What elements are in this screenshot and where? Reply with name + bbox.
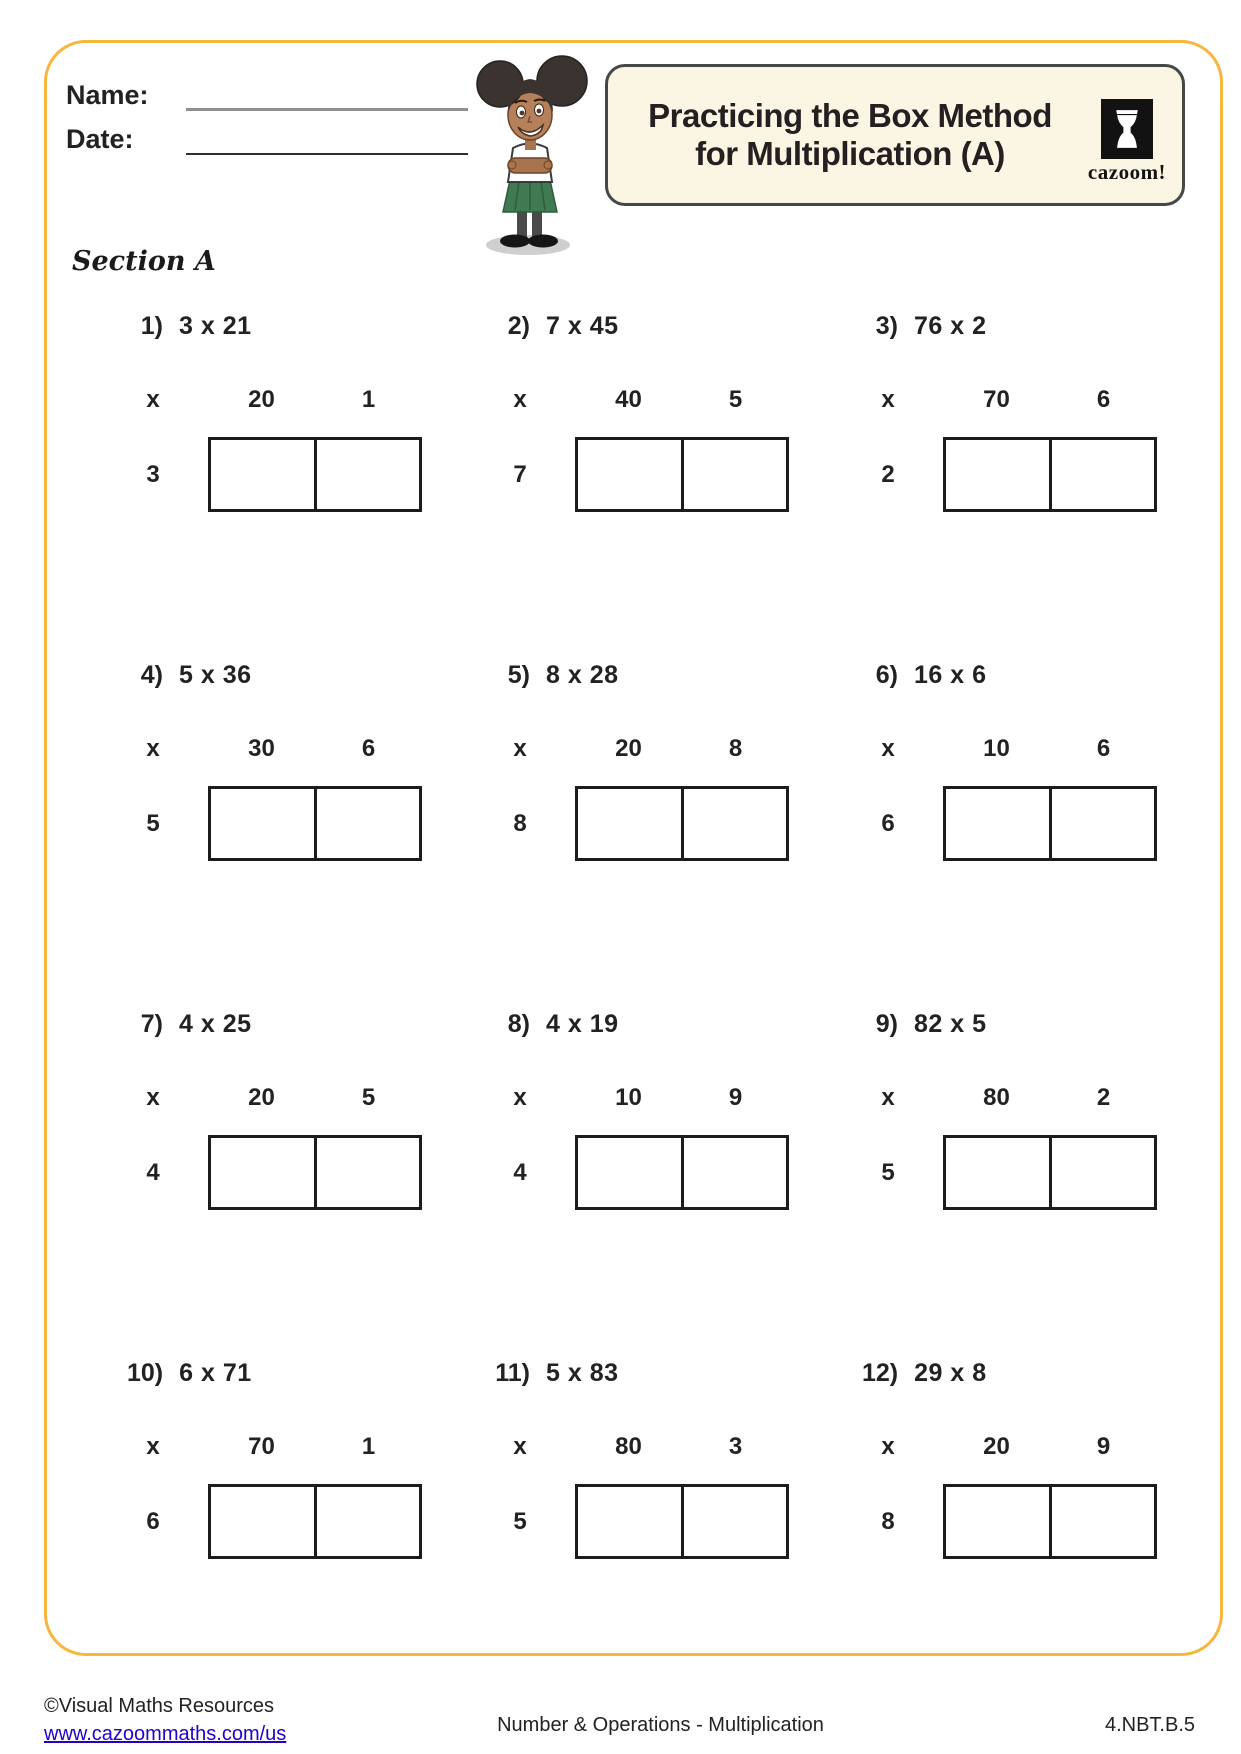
problem-expression: 3 x 21 xyxy=(179,312,252,340)
worksheet-title-box xyxy=(605,64,1185,206)
problem-block xyxy=(494,1359,834,1564)
problem-number: 5) xyxy=(507,661,530,689)
row-multiplier: 6 xyxy=(881,810,895,837)
problem-label xyxy=(127,1359,252,1388)
column-header-tens: 20 xyxy=(248,386,275,413)
website-link[interactable]: www.cazoommaths.com/us xyxy=(44,1723,287,1745)
problem-number: 3) xyxy=(875,312,898,340)
answer-cell[interactable] xyxy=(684,440,787,509)
answer-cell[interactable] xyxy=(946,1138,1052,1207)
problem-label xyxy=(494,1010,619,1039)
row-multiplier: 4 xyxy=(146,1159,160,1186)
answer-cell[interactable] xyxy=(684,789,787,858)
problem-block xyxy=(494,1010,834,1215)
column-header-ones: 3 xyxy=(728,1433,743,1460)
box-method-grid xyxy=(943,786,1157,861)
standard-code: 4.NBT.B.5 xyxy=(1104,1714,1195,1736)
logo-square xyxy=(1101,99,1153,159)
column-header-ones: 6 xyxy=(361,735,376,762)
problem-number: 11) xyxy=(495,1359,530,1387)
problem-number: 4) xyxy=(140,661,163,689)
problem-expression: 6 x 71 xyxy=(179,1359,252,1387)
date-label: Date: xyxy=(66,124,134,154)
box-method-grid xyxy=(575,1135,789,1210)
problem-expression: 5 x 83 xyxy=(546,1359,619,1387)
problem-block xyxy=(862,1010,1202,1215)
row-multiplier: 8 xyxy=(513,810,527,837)
answer-cell[interactable] xyxy=(578,789,684,858)
problem-block xyxy=(494,661,834,866)
cazoom-logo xyxy=(1084,99,1170,185)
problem-expression: 7 x 45 xyxy=(546,312,619,340)
multiply-symbol: x xyxy=(513,1084,527,1111)
problem-block xyxy=(862,312,1202,517)
box-method-grid xyxy=(208,1484,422,1559)
answer-cell[interactable] xyxy=(1052,1138,1155,1207)
multiply-symbol: x xyxy=(146,1433,160,1460)
problem-label xyxy=(862,1010,987,1039)
answer-cell[interactable] xyxy=(317,1138,420,1207)
problem-expression: 4 x 19 xyxy=(546,1010,619,1038)
answer-cell[interactable] xyxy=(578,1138,684,1207)
multiply-symbol: x xyxy=(513,1433,527,1460)
problem-label xyxy=(862,661,987,690)
box-method-grid xyxy=(575,1484,789,1559)
box-method-grid xyxy=(943,1484,1157,1559)
answer-cell[interactable] xyxy=(211,1138,317,1207)
answer-cell[interactable] xyxy=(211,789,317,858)
answer-cell[interactable] xyxy=(317,440,420,509)
section-heading: Section A xyxy=(72,246,216,277)
multiply-symbol: x xyxy=(146,735,160,762)
problem-label xyxy=(127,1010,252,1039)
name-field-row xyxy=(66,78,468,111)
name-input-line[interactable] xyxy=(186,78,468,111)
box-method-grid xyxy=(208,1135,422,1210)
date-input-line[interactable] xyxy=(186,123,468,155)
problem-expression: 4 x 25 xyxy=(179,1010,252,1038)
row-multiplier: 4 xyxy=(513,1159,527,1186)
title-line-1: Practicing the Box Method xyxy=(648,96,1052,134)
answer-cell[interactable] xyxy=(211,1487,317,1556)
row-multiplier: 8 xyxy=(881,1508,895,1535)
problem-label xyxy=(862,1359,987,1388)
problem-number: 8) xyxy=(507,1010,530,1038)
column-header-ones: 1 xyxy=(361,1433,376,1460)
column-header-tens: 80 xyxy=(983,1084,1010,1111)
problem-label xyxy=(494,312,619,341)
problem-number: 9) xyxy=(875,1010,898,1038)
column-header-ones: 5 xyxy=(361,1084,376,1111)
problem-block xyxy=(862,661,1202,866)
multiply-symbol: x xyxy=(881,735,895,762)
column-header-tens: 70 xyxy=(983,386,1010,413)
multiply-symbol: x xyxy=(881,386,895,413)
problem-number: 12) xyxy=(862,1359,899,1387)
footer-topic: Number & Operations - Multiplication xyxy=(497,1714,824,1736)
box-method-grid xyxy=(575,786,789,861)
column-header-ones: 5 xyxy=(728,386,743,413)
column-header-ones: 2 xyxy=(1096,1084,1111,1111)
student-character-illustration xyxy=(466,44,600,258)
problem-expression: 29 x 8 xyxy=(914,1359,987,1387)
problem-number: 6) xyxy=(875,661,898,689)
box-method-grid xyxy=(943,437,1157,512)
column-header-tens: 10 xyxy=(615,1084,642,1111)
answer-cell[interactable] xyxy=(1052,440,1155,509)
logo-wordmark: cazoom! xyxy=(1087,160,1167,184)
box-method-grid xyxy=(943,1135,1157,1210)
column-header-tens: 20 xyxy=(248,1084,275,1111)
box-method-grid xyxy=(575,437,789,512)
answer-cell[interactable] xyxy=(684,1487,787,1556)
row-multiplier: 5 xyxy=(146,810,160,837)
multiply-symbol: x xyxy=(513,735,527,762)
column-header-ones: 1 xyxy=(361,386,376,413)
answer-cell[interactable] xyxy=(578,1487,684,1556)
problem-label xyxy=(494,1359,619,1388)
answer-cell[interactable] xyxy=(684,1138,787,1207)
problem-label xyxy=(494,661,619,690)
answer-cell[interactable] xyxy=(211,440,317,509)
column-header-tens: 20 xyxy=(615,735,642,762)
column-header-tens: 40 xyxy=(615,386,642,413)
column-header-ones: 8 xyxy=(728,735,743,762)
problem-label xyxy=(127,661,252,690)
problem-expression: 5 x 36 xyxy=(179,661,252,689)
problem-block xyxy=(127,1010,467,1215)
problem-number: 2) xyxy=(507,312,530,340)
multiply-symbol: x xyxy=(881,1084,895,1111)
problem-expression: 8 x 28 xyxy=(546,661,619,689)
answer-cell[interactable] xyxy=(1052,789,1155,858)
column-header-tens: 80 xyxy=(615,1433,642,1460)
date-field-row xyxy=(66,123,468,155)
row-multiplier: 3 xyxy=(146,461,160,488)
name-label: Name: xyxy=(66,80,149,110)
row-multiplier: 7 xyxy=(513,461,527,488)
box-method-grid xyxy=(208,437,422,512)
problem-number: 7) xyxy=(140,1010,163,1038)
problem-expression: 82 x 5 xyxy=(914,1010,987,1038)
problem-block xyxy=(127,1359,467,1564)
column-header-tens: 10 xyxy=(983,735,1010,762)
column-header-ones: 6 xyxy=(1096,735,1111,762)
answer-cell[interactable] xyxy=(946,789,1052,858)
row-multiplier: 5 xyxy=(513,1508,527,1535)
multiply-symbol: x xyxy=(146,1084,160,1111)
problem-expression: 16 x 6 xyxy=(914,661,987,689)
problem-block xyxy=(127,661,467,866)
column-header-ones: 9 xyxy=(728,1084,743,1111)
problem-number: 10) xyxy=(127,1359,164,1387)
multiply-symbol: x xyxy=(513,386,527,413)
problem-block xyxy=(862,1359,1202,1564)
problem-expression: 76 x 2 xyxy=(914,312,987,340)
column-header-ones: 9 xyxy=(1096,1433,1111,1460)
problem-block xyxy=(494,312,834,517)
column-header-tens: 30 xyxy=(248,735,275,762)
problem-label xyxy=(127,312,252,341)
row-multiplier: 6 xyxy=(146,1508,160,1535)
multiply-symbol: x xyxy=(881,1433,895,1460)
problem-block xyxy=(127,312,467,517)
djembe-drum-icon xyxy=(1109,106,1145,152)
copyright-text: ©Visual Maths Resources xyxy=(44,1695,275,1717)
row-multiplier: 2 xyxy=(881,461,895,488)
column-header-tens: 70 xyxy=(248,1433,275,1460)
title-line-2: for Multiplication (A) xyxy=(695,135,1005,172)
answer-cell[interactable] xyxy=(578,440,684,509)
problem-number: 1) xyxy=(140,312,163,340)
problem-label xyxy=(862,312,987,341)
column-header-tens: 20 xyxy=(983,1433,1010,1460)
answer-cell[interactable] xyxy=(946,1487,1052,1556)
box-method-grid xyxy=(208,786,422,861)
answer-cell[interactable] xyxy=(1052,1487,1155,1556)
answer-cell[interactable] xyxy=(317,789,420,858)
column-header-ones: 6 xyxy=(1096,386,1111,413)
answer-cell[interactable] xyxy=(946,440,1052,509)
multiply-symbol: x xyxy=(146,386,160,413)
worksheet-title xyxy=(616,97,1084,174)
row-multiplier: 5 xyxy=(881,1159,895,1186)
answer-cell[interactable] xyxy=(317,1487,420,1556)
